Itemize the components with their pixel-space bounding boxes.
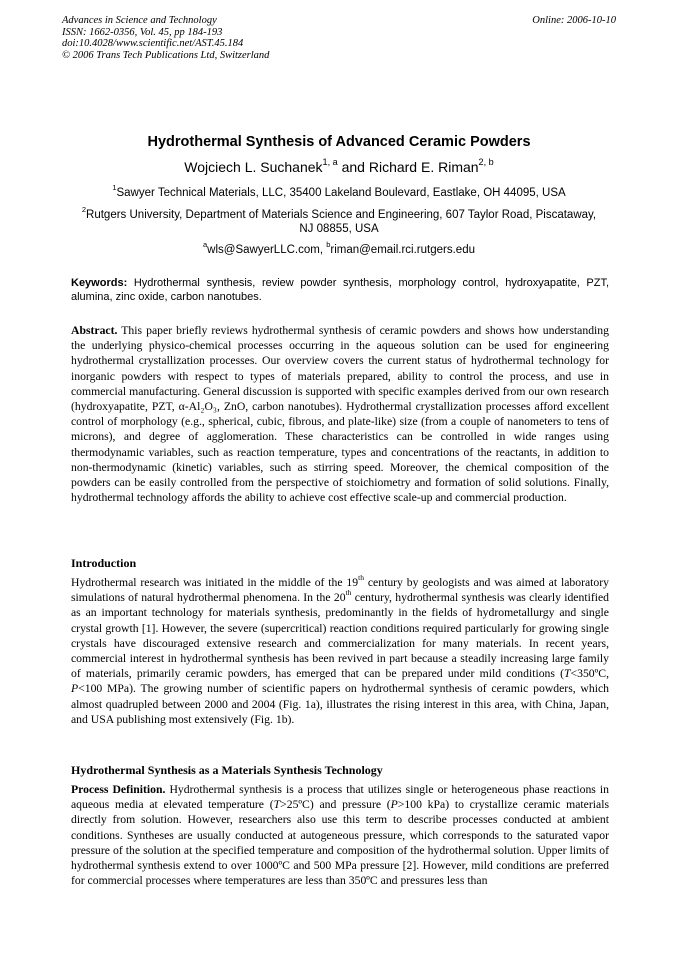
intro-text-1: Hydrothermal research was initiated in the middle of the 19 bbox=[71, 576, 359, 589]
author-riman: Richard E. Riman bbox=[368, 159, 479, 175]
online-date: Online: 2006-10-10 bbox=[532, 15, 616, 26]
intro-text-3: century, hydrothermal synthesis was clearly identified as an important technology for materials synthesis, predominantly in the fields of hydrometallurgy and single crystal growth [1]. However, the severe (supercritical) reaction conditions required particularly for growing single crystals have discouraged extensive research and commercialization for many materials. In recent years, commercial interest in hydrothermal synthesis has been revived in part because a steadily increasing large family of materials, primarily ceramic powders, has emerged that can be prepared under mild conditions ( bbox=[71, 591, 609, 681]
email-riman[interactable]: riman@email.rci.rutgers.edu bbox=[330, 244, 475, 256]
intro-sup-2: th bbox=[345, 588, 352, 598]
journal-issn: ISSN: 1662-0356, Vol. 45, pp 184-193 bbox=[62, 26, 223, 38]
affiliation-2 bbox=[79, 205, 599, 236]
journal-copyright: © 2006 Trans Tech Publications Ltd, Switzerland bbox=[62, 49, 270, 61]
email-a-mark: a bbox=[203, 240, 208, 250]
aff2-text: Rutgers University, Department of Materials Science and Engineering, 607 Taylor Road, Piscataway, NJ 08855, USA bbox=[86, 209, 597, 235]
pd-text-3: >100 kPa) to crystallize ceramic materials directly from solution. However, researchers also use this term to describe processes conducted at ambient conditions. Syntheses are usually conducted at autogeneous pressure, which corresponds to the saturated vapor pressure of the solution at the specified temperature and composition of the hydrothermal solution. Upper limits of hydrothermal synthesis extend to over 1000ºC and 500 MPa pressure [2]. However, mild conditions are preferred for commercial processes where temperatures are less than 350ºC and pressures less than bbox=[71, 798, 609, 888]
process-definition-paragraph bbox=[71, 782, 609, 888]
author-connector: and bbox=[337, 159, 369, 175]
journal-doi[interactable]: doi:10.4028/www.scientific.net/AST.45.184 bbox=[62, 38, 244, 50]
intro-text-4: <350ºC, bbox=[570, 667, 609, 681]
paper-title: Hydrothermal Synthesis of Advanced Ceramic Powders bbox=[147, 134, 531, 150]
abstract-text: This paper briefly reviews hydrothermal synthesis of ceramic powders and shows how understanding the underlying physico-chemical processes occurring in the aqueous solution can be used for engineering hydrothermal crystallization processes. Our overview covers the current status of hydrothermal technology for inorganic powders with respect to types of materials prepared, ability to control the process, and use in commercial manufacturing. General discussion is supported with specific examples derived from our own research (hydroxyapatite, PZT, α-Al₂O₃, ZnO, carbon nanotubes). Hydrothermal crystallization processes afford excellent control of morphology (e.g., spherical, cubic, fibrous, and plate-like) size (from a couple of nanometers to tens of microns), and degree of agglomeration. These characteristics can be controlled in wide ranges using thermodynamic variables, such as reaction temperature, types and concentrations of the reactants, in addition to non-thermodynamic (kinetic) variables, such as stirring speed. Moreover, the chemical composition of the powders can be easily controlled from the perspective of stoichiometry and formation of solid solutions. Finally, hydrothermal technology affords the ability to achieve cost effective scale-up and commercial production. bbox=[71, 324, 609, 505]
pd-text-2: >25ºC) and pressure ( bbox=[280, 798, 391, 812]
abstract-label: Abstract. bbox=[71, 324, 118, 337]
email-suchanek[interactable]: wls@SawyerLLC.com, bbox=[207, 244, 327, 256]
aff1-mark: 1 bbox=[112, 183, 117, 193]
affiliation-1 bbox=[62, 183, 616, 200]
author2-affiliation-mark: 2, b bbox=[478, 156, 494, 167]
journal-header bbox=[62, 15, 616, 61]
intro-var-t: T bbox=[564, 667, 571, 681]
introduction-heading: Introduction bbox=[71, 556, 137, 570]
journal-name: Advances in Science and Technology bbox=[62, 15, 217, 26]
intro-text-5: <100 MPa). The growing number of scientific papers on hydrothermal synthesis of ceramic powders, which almost quadrupled between 2000 and 2004 (Fig. 1a), illustrates the rising interest in this area, with China, Japan, and USA publishing most extensively (Fig. 1b). bbox=[71, 682, 609, 726]
intro-sup-1: th bbox=[358, 572, 365, 582]
intro-var-p: P bbox=[71, 682, 79, 696]
keywords-text: Hydrothermal synthesis, review powder synthesis, morphology control, hydroxyapatite, PZT, alumina, zinc oxide, carbon nanotubes. bbox=[71, 277, 609, 303]
keywords-label: Keywords: bbox=[71, 277, 128, 289]
author1-affiliation-mark: 1, a bbox=[322, 156, 338, 167]
introduction-paragraph bbox=[71, 572, 609, 727]
intro-text-2: century by geologists and was aimed at laboratory simulations of natural hydrothermal phenomena. In the 20 bbox=[71, 576, 609, 605]
aff2-mark: 2 bbox=[81, 205, 87, 215]
email-line bbox=[62, 240, 616, 257]
author-line bbox=[62, 156, 616, 175]
section-heading-materials-synthesis: Hydrothermal Synthesis as a Materials Synthesis Technology bbox=[71, 763, 383, 777]
pd-text-1: Hydrothermal synthesis is a process that utilizes single or heterogeneous phase reactions in aqueous media at elevated temperature ( bbox=[71, 783, 609, 812]
abstract bbox=[71, 323, 609, 505]
process-definition-label: Process Definition. bbox=[71, 783, 166, 796]
keywords bbox=[71, 276, 609, 304]
pd-var-p: P bbox=[390, 798, 398, 812]
pd-var-t: T bbox=[273, 798, 281, 812]
aff1-text: Sawyer Technical Materials, LLC, 35400 Lakeland Boulevard, Eastlake, OH 44095, USA bbox=[116, 187, 566, 199]
email-b-mark: b bbox=[326, 240, 331, 250]
author-suchanek: Wojciech L. Suchanek bbox=[184, 159, 323, 175]
